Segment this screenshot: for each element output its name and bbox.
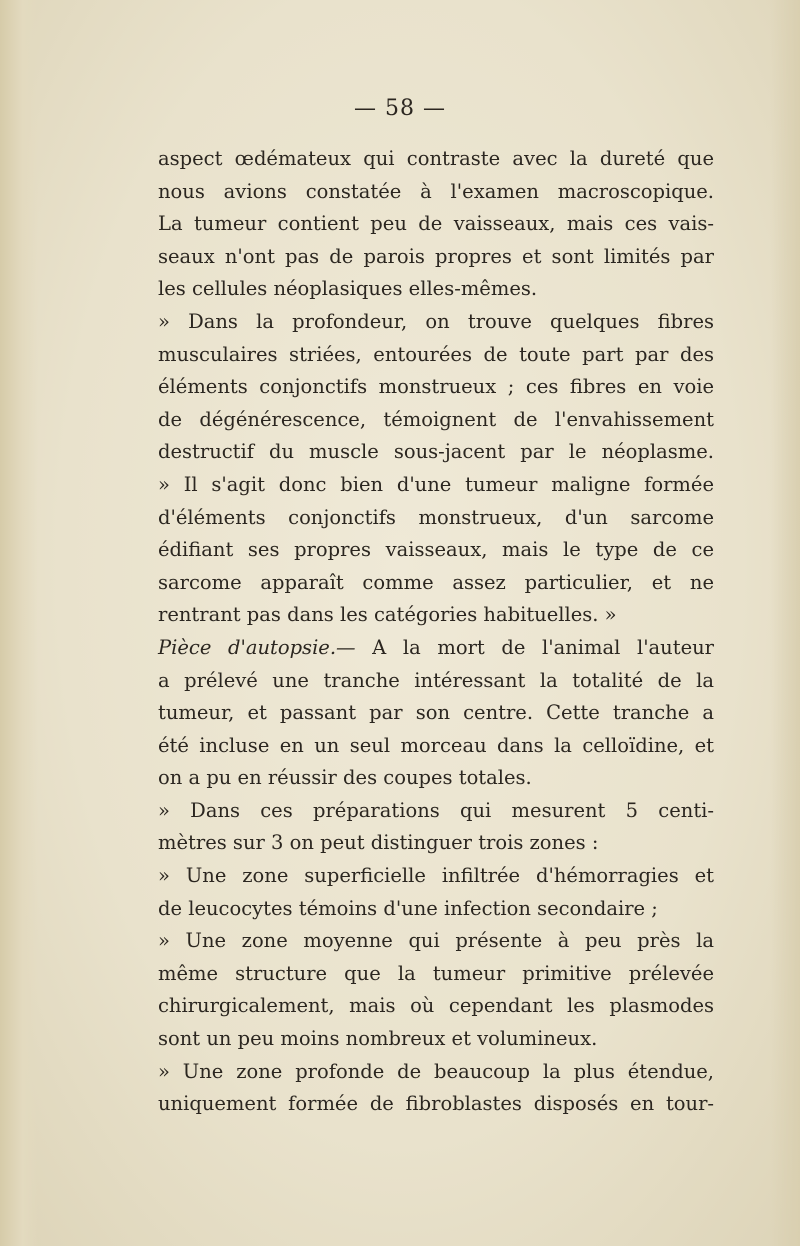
text-line: sarcome apparaît comme assez particulier, et ne bbox=[158, 570, 714, 594]
text-line: les cellules néoplasiques elles-mêmes. bbox=[158, 277, 538, 301]
text-line: chirurgicalement, mais où cependant les plasmodes bbox=[158, 994, 714, 1018]
text-line: nous avions constatée à l'examen macroscopique. bbox=[158, 179, 714, 203]
text-line: sont un peu moins nombreux et volumineux. bbox=[158, 1027, 598, 1051]
body-text bbox=[158, 143, 714, 1121]
text-line: uniquement formée de fibroblastes disposés en tour- bbox=[158, 1092, 714, 1116]
text-line: édifiant ses propres vaisseaux, mais le type de ce bbox=[158, 538, 714, 562]
text-line: » Une zone moyenne qui présente à peu près la bbox=[158, 929, 714, 953]
text-line: » Une zone profonde de beaucoup la plus étendue, bbox=[158, 1059, 714, 1083]
page-edge-right bbox=[770, 0, 800, 1246]
heading-continuation: A la mort de l'animal l'auteur bbox=[372, 635, 714, 659]
text-line: on a pu en réussir des coupes totales. bbox=[158, 766, 532, 790]
text-line: destructif du muscle sous-jacent par le néoplasme. bbox=[158, 440, 714, 464]
page-number: — 58 — bbox=[354, 96, 446, 121]
text-line: » Dans la profondeur, on trouve quelques fibres bbox=[158, 309, 714, 333]
page-edge-left bbox=[0, 0, 38, 1246]
text-line: rentrant pas dans les catégories habituelles. » bbox=[158, 603, 617, 627]
text-line: seaux n'ont pas de parois propres et sont limités par bbox=[158, 244, 714, 268]
text-line: aspect œdémateux qui contraste avec la dureté que bbox=[158, 147, 714, 170]
text-line: éléments conjonctifs monstrueux ; ces fibres en voie bbox=[158, 375, 714, 399]
italic-heading: Pièce d'autopsie.— bbox=[158, 635, 356, 659]
text-line: musculaires striées, entourées de toute part par des bbox=[158, 342, 714, 366]
text-line: même structure que la tumeur primitive prélevée bbox=[158, 961, 714, 985]
text-line: » Une zone superficielle infiltrée d'hémorragies et bbox=[158, 864, 714, 888]
text-line: d'éléments conjonctifs monstrueux, d'un sarcome bbox=[158, 505, 714, 529]
text-line: » Dans ces préparations qui mesurent 5 centi- bbox=[158, 798, 714, 822]
text-line: La tumeur contient peu de vaisseaux, mais ces vais- bbox=[158, 212, 714, 236]
text-line-with-heading bbox=[158, 632, 714, 665]
text-line: » Il s'agit donc bien d'une tumeur maligne formée bbox=[158, 472, 714, 496]
text-line: mètres sur 3 on peut distinguer trois zones : bbox=[158, 831, 599, 855]
text-line: tumeur, et passant par son centre. Cette tranche a bbox=[158, 701, 714, 725]
text-line: de leucocytes témoins d'une infection secondaire ; bbox=[158, 896, 658, 920]
text-line: de dégénérescence, témoignent de l'envahissement bbox=[158, 407, 714, 431]
text-line: été incluse en un seul morceau dans la celloïdine, et bbox=[158, 733, 714, 757]
text-line: a prélevé une tranche intéressant la totalité de la bbox=[158, 668, 714, 692]
